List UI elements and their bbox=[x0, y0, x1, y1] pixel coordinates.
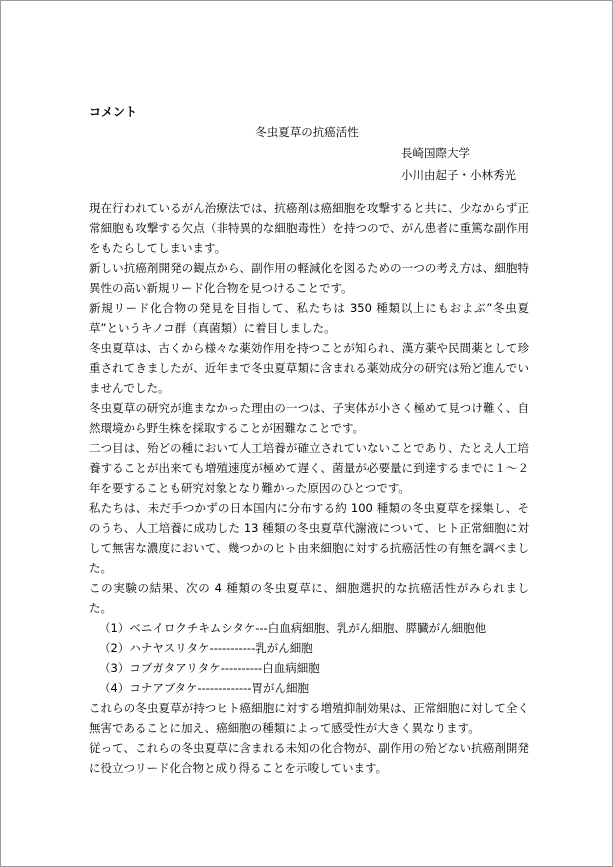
paragraph: これらの冬虫夏草が持つヒト癌細胞に対する増殖抑制効果は、正常細胞に対して全く無害であることに加え、癌細胞の種類によって感受性が大きく異なります。 bbox=[89, 701, 529, 735]
paragraph: 現在行われているがん治療法では、抗癌剤は癌細胞を攻撃すると共に、少なからず正常細胞も攻撃する欠点（非特異的な細胞毒性）を持つので、がん患者に重篤な副作用をもたらしてしまいます。 bbox=[89, 201, 529, 255]
document-content bbox=[89, 102, 529, 778]
list-item: （4）コナアブタケ-------------胃がん細胞 bbox=[99, 681, 309, 695]
paragraph: 新規リード化合物の発見を目指して、私たちは 350 種類以上にもおよぶ”冬虫夏草”というキノコ群（真菌類）に着目しました。 bbox=[89, 301, 529, 335]
list-item: （2）ハナヤスリタケ-----------乳がん細胞 bbox=[99, 641, 313, 655]
paragraph: 冬虫夏草は、古くから様々な薬効作用を持つことが知られ、漢方薬や民間薬として珍重されてきましたが、近年まで冬虫夏草類に含まれる薬効成分の研究は殆ど進んでいませんでした。 bbox=[89, 341, 529, 395]
species-list bbox=[89, 618, 529, 698]
paragraph: 冬虫夏草の研究が進まなかった理由の一つは、子実体が小さく極めて見つけ難く、自然環境から野生株を採取することが困難なことです。 bbox=[89, 401, 529, 435]
list-item: （1）ベニイロクチキムシタケ---白血病細胞、乳がん細胞、膵臓がん細胞他 bbox=[99, 621, 487, 635]
paragraph: 私たちは、未だ手つかずの日本国内に分布する約 100 種類の冬虫夏草を採集し、そのうち、人工培養に成功した 13 種類の冬虫夏草代謝液について、ヒト正常細胞に対して無害な濃度において、幾つかのヒト由来細胞に対する抗癌活性の有無を調べました。 bbox=[89, 501, 529, 575]
spacer bbox=[89, 186, 529, 198]
section-label: コメント bbox=[89, 105, 138, 119]
paragraph: 二つ目は、殆どの種において人工培養が確立されていないことであり、たとえ人工培養することが出来ても増殖速度が極めて遅く、菌量が必要量に到達するまでに１～２年を要することも研究対象となり難かった原因のひとつです。 bbox=[89, 441, 529, 495]
affiliation: 長崎国際大学 bbox=[401, 146, 470, 160]
paragraph: 新しい抗癌剤開発の観点から、副作用の軽減化を図るための一つの考え方は、細胞特異性の高い新規リード化合物を見つけることです。 bbox=[89, 261, 529, 295]
paragraph: 従って、これらの冬虫夏草に含まれる未知の化合物が、副作用の殆どない抗癌剤開発に役立つリード化合物と成り得ることを示唆しています。 bbox=[89, 741, 529, 775]
body-text bbox=[89, 198, 529, 778]
list-item: （3）コブガタアリタケ----------白血病細胞 bbox=[99, 661, 320, 675]
document-title: 冬虫夏草の抗癌活性 bbox=[255, 125, 359, 139]
paragraph: この実験の結果、次の 4 種類の冬虫夏草に、細胞選択的な抗癌活性がみられました。 bbox=[89, 581, 529, 615]
authors: 小川由起子・小林秀光 bbox=[401, 168, 516, 182]
